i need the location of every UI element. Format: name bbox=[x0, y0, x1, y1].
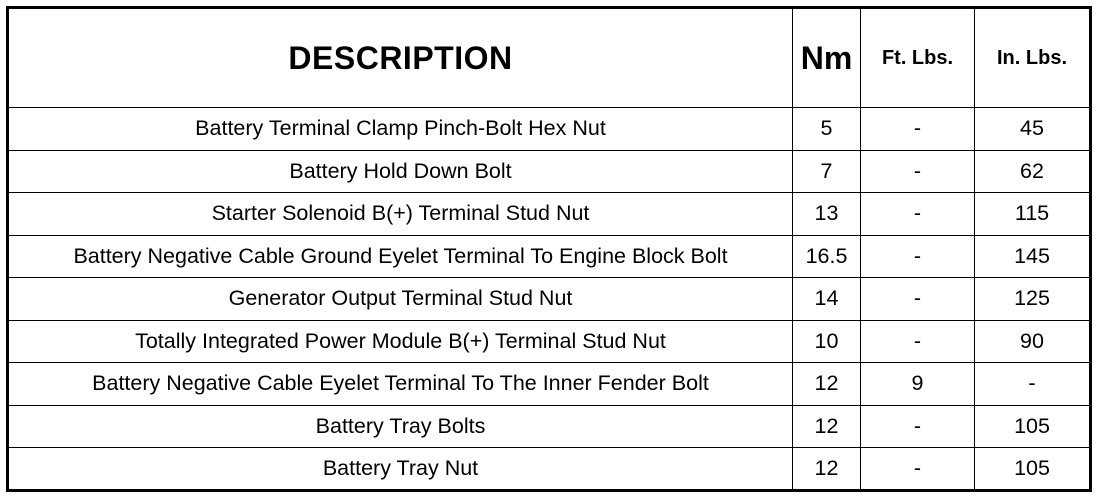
cell-nm: 13 bbox=[793, 193, 861, 236]
cell-nm: 5 bbox=[793, 108, 861, 151]
cell-description: Battery Tray Nut bbox=[8, 448, 793, 491]
cell-nm: 14 bbox=[793, 278, 861, 321]
table-row bbox=[8, 193, 1091, 236]
cell-ft-lbs: - bbox=[861, 150, 975, 193]
table-header bbox=[8, 8, 1091, 108]
cell-ft-lbs: - bbox=[861, 278, 975, 321]
cell-nm: 10 bbox=[793, 320, 861, 363]
cell-in-lbs: 105 bbox=[975, 448, 1091, 491]
cell-description: Battery Tray Bolts bbox=[8, 405, 793, 448]
table-row bbox=[8, 363, 1091, 406]
cell-description: Battery Terminal Clamp Pinch-Bolt Hex Nut bbox=[8, 108, 793, 151]
cell-ft-lbs: 9 bbox=[861, 363, 975, 406]
table-row bbox=[8, 320, 1091, 363]
table-body bbox=[8, 108, 1091, 491]
cell-nm: 16.5 bbox=[793, 235, 861, 278]
cell-description: Battery Hold Down Bolt bbox=[8, 150, 793, 193]
cell-description: Totally Integrated Power Module B(+) Terminal Stud Nut bbox=[8, 320, 793, 363]
cell-in-lbs: 145 bbox=[975, 235, 1091, 278]
cell-description: Battery Negative Cable Eyelet Terminal To The Inner Fender Bolt bbox=[8, 363, 793, 406]
table-row bbox=[8, 150, 1091, 193]
cell-description: Generator Output Terminal Stud Nut bbox=[8, 278, 793, 321]
cell-in-lbs: 115 bbox=[975, 193, 1091, 236]
cell-in-lbs: 90 bbox=[975, 320, 1091, 363]
table-row bbox=[8, 278, 1091, 321]
header-description: DESCRIPTION bbox=[8, 8, 793, 108]
table-row bbox=[8, 405, 1091, 448]
table-row bbox=[8, 108, 1091, 151]
cell-ft-lbs: - bbox=[861, 193, 975, 236]
cell-in-lbs: 62 bbox=[975, 150, 1091, 193]
header-ft-lbs: Ft. Lbs. bbox=[861, 8, 975, 108]
header-nm: Nm bbox=[793, 8, 861, 108]
cell-description: Starter Solenoid B(+) Terminal Stud Nut bbox=[8, 193, 793, 236]
table-row bbox=[8, 235, 1091, 278]
cell-in-lbs: - bbox=[975, 363, 1091, 406]
cell-nm: 12 bbox=[793, 363, 861, 406]
cell-ft-lbs: - bbox=[861, 448, 975, 491]
cell-in-lbs: 105 bbox=[975, 405, 1091, 448]
header-in-lbs: In. Lbs. bbox=[975, 8, 1091, 108]
cell-description: Battery Negative Cable Ground Eyelet Terminal To Engine Block Bolt bbox=[8, 235, 793, 278]
torque-specification-table bbox=[6, 6, 1092, 492]
cell-nm: 12 bbox=[793, 448, 861, 491]
header-row bbox=[8, 8, 1091, 108]
cell-nm: 7 bbox=[793, 150, 861, 193]
cell-in-lbs: 45 bbox=[975, 108, 1091, 151]
cell-in-lbs: 125 bbox=[975, 278, 1091, 321]
cell-ft-lbs: - bbox=[861, 235, 975, 278]
cell-nm: 12 bbox=[793, 405, 861, 448]
table-row bbox=[8, 448, 1091, 491]
cell-ft-lbs: - bbox=[861, 405, 975, 448]
cell-ft-lbs: - bbox=[861, 320, 975, 363]
cell-ft-lbs: - bbox=[861, 108, 975, 151]
